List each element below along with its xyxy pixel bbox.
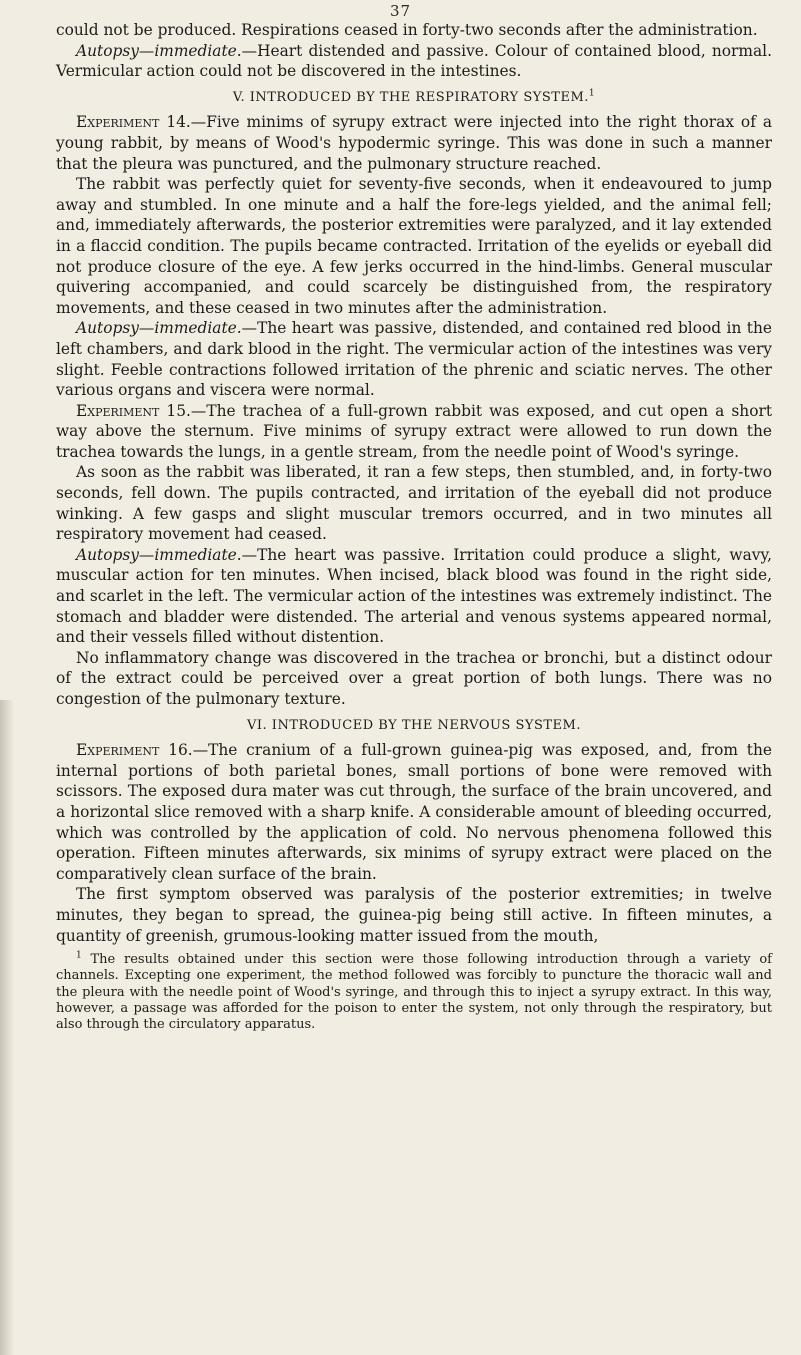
experiment-15-observations: As soon as the rabbit was liberated, it ran a few steps, then stumbled, and, in forty-two seconds, fell down. The pupils contracted, and irritation of the eyeball did not produce winking. A few gasps and slight muscular tremors occurred, and in two minutes all respiratory movement had ceased. <box>56 463 772 544</box>
footnote: $^1$ The results obtained under this section were those following introduction through a variety of channels. Excepting one experiment, the method followed was forcibly to puncture the thoracic wall and the pleura with the needle point of Wood's syringe, and through this to inject a syrupy extract. In this way, however, a passage was afforded for the poison to enter the system, not only through the respiratory, but also through the circulatory apparatus. <box>56 950 772 1033</box>
experiment-14: Experiment 14.—Five minims of syrupy extract were injected into the right thorax of a young rabbit, by means of Wood's hypodermic syringe. This was done in such a manner that the pleura was punctured, and the pulmonary structure reached. <box>56 113 773 173</box>
lead-paragraph: could not be produced. Respirations ceased in forty-two seconds after the administration. <box>56 21 758 39</box>
autopsy-label: Autopsy—immediate. <box>76 319 242 338</box>
experiment-15-note: No inflammatory change was discovered in the trachea or bronchi, but a distinct odour of the extract could be perceived over a great portion of both lungs. There was no congestion of the pulmonary texture. <box>56 648 772 708</box>
experiment-14-observations: The rabbit was perfectly quiet for seventy-five seconds, when it endeavoured to jump away and stumbled. In one minute and a half the fore-legs yielded, and the animal fell; and, immediately afterwards, the posterior extremities were paralyzed, and it lay extended in a flaccid condition. The pupils became contracted. Irritation of the eyelids or eyeball did not produce closure of the eye. A few jerks occurred in the hind-limbs. General muscular quivering accompanied, and could scarcely be distinguished from, the respiratory movements, and these ceased in two minutes after the administration. <box>56 175 772 317</box>
experiment-16: Experiment 16.—The cranium of a full-grown guinea-pig was exposed, and, from the internal portions of both parietal bones, small portions of bone were removed with scissors. The exposed dura mater was cut through, the surface of the brain uncovered, and a horizontal slice removed with a sharp knife. A considerable amount of bleeding occurred, which was controlled by the application of cold. No nervous phenomena followed this operation. Fifteen minutes afterwards, six minims of syrupy extract were placed on the comparatively clean surface of the brain. <box>56 741 773 883</box>
experiment-label: Experiment 14. <box>76 113 191 132</box>
experiment-16-observations: The first symptom observed was paralysis of the posterior extremities; in twelve minutes, they began to spread, the guinea-pig being still active. In fifteen minutes, a quantity of greenish, grumous-looking matter issued from the mouth, <box>56 885 772 945</box>
page-number: 37 <box>389 2 412 20</box>
page-body <box>56 20 772 1034</box>
section-heading-vi: VI. INTRODUCED BY THE NERVOUS SYSTEM. <box>247 717 581 733</box>
section-heading-v: V. INTRODUCED BY THE RESPIRATORY SYSTEM.$^1$ <box>232 88 596 105</box>
experiment-label: Experiment 15. <box>76 401 191 420</box>
lead-autopsy-paragraph: Autopsy—immediate.—Heart distended and passive. Colour of contained blood, normal. Vermicular action could not be discovered in the intestines. <box>56 41 772 81</box>
experiment-14-autopsy: Autopsy—immediate.—The heart was passive, distended, and contained red blood in the left chambers, and dark blood in the right. The vermicular action of the intestines was very slight. Feeble contractions followed irritation of the phrenic and sciatic nerves. The other various organs and viscera were normal. <box>56 319 772 400</box>
experiment-label: Experiment 16. <box>76 741 193 760</box>
autopsy-label: Autopsy—immediate. <box>76 545 242 564</box>
footnote-marker: 1 <box>76 950 82 961</box>
page-gutter-shadow <box>0 700 14 1355</box>
autopsy-label: Autopsy—immediate. <box>76 41 242 60</box>
footnote-ref: 1 <box>588 88 596 99</box>
experiment-15: Experiment 15.—The trachea of a full-grown rabbit was exposed, and cut open a short way above the sternum. Five minims of syrupy extract were allowed to run down the trachea towards the lungs, in a gentle stream, from the needle point of Wood's syringe. <box>56 401 773 461</box>
experiment-15-autopsy: Autopsy—immediate.—The heart was passive. Irritation could produce a slight, wavy, muscular action for ten minutes. When incised, black blood was found in the right side, and scarlet in the left. The vermicular action of the intestines was extremely indistinct. The stomach and bladder were distended. The arterial and venous systems appeared normal, and their vessels filled without distention. <box>56 545 772 647</box>
